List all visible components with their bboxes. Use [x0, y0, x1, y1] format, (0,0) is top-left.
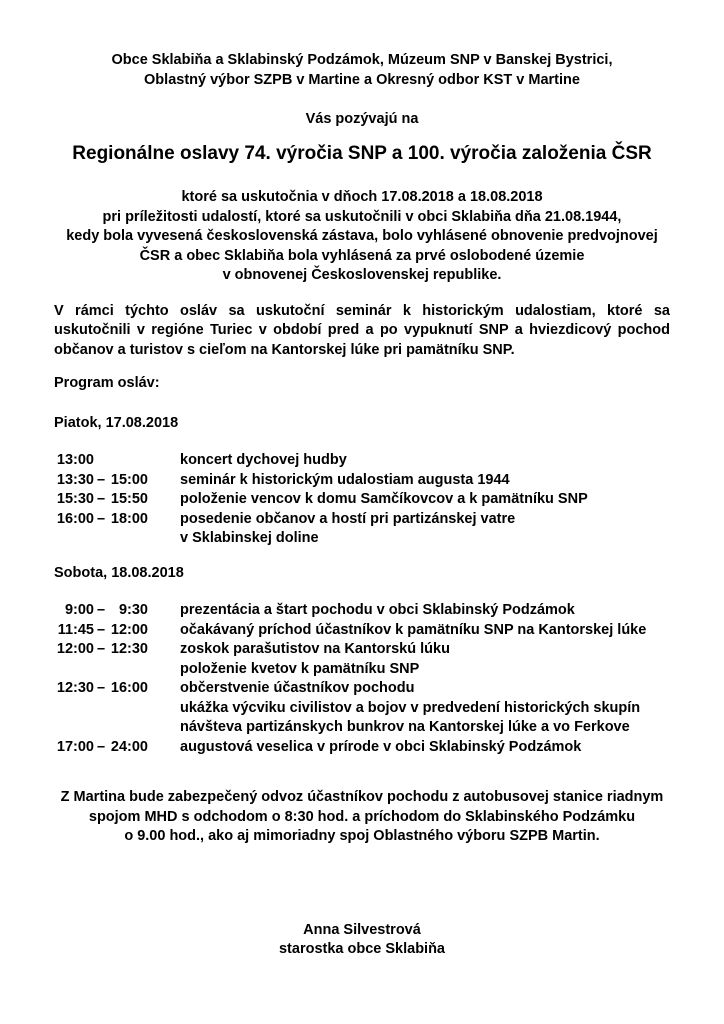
paragraph-line: spojom MHD s odchodom o 8:30 hod. a príchodom do Sklabinského Podzámku	[88, 808, 636, 825]
event-description: zoskok parašutistov na Kantorskú lúku	[180, 641, 450, 657]
time-range-separator: –	[96, 491, 106, 507]
time-range-separator	[94, 529, 108, 549]
friday-heading: Piatok, 17.08.2018	[54, 414, 179, 431]
time-range-separator: –	[96, 471, 106, 488]
schedule-row	[54, 660, 670, 680]
signature-block	[54, 921, 670, 960]
event-description: položenie kvetov k pamätníku SNP	[180, 660, 420, 677]
schedule-row	[54, 738, 670, 758]
paragraph-line: uskutočnili v regióne Turiec v období pred a po vypuknutí SNP a hviezdicový pochod	[54, 322, 670, 338]
schedule-row	[54, 699, 670, 719]
event-end-time: 16:00	[110, 680, 148, 696]
time-range-separator: –	[96, 602, 106, 618]
event-description: koncert dychovej hudby	[180, 452, 347, 468]
friday-schedule	[54, 451, 670, 549]
paragraph-line: ČSR a obec Sklabiňa bola vyhlásená za prvé oslobodené územie	[139, 247, 585, 264]
event-end-time	[108, 660, 148, 680]
event-start-time	[54, 699, 94, 719]
schedule-row	[54, 621, 670, 641]
event-description: občerstvenie účastníkov pochodu	[180, 680, 415, 696]
seminar-paragraph	[54, 302, 670, 361]
signature-name: Anna Silvestrová	[303, 921, 421, 938]
event-start-time: 12:00	[56, 641, 94, 657]
schedule-row	[54, 510, 670, 530]
event-start-time: 16:00	[56, 510, 94, 527]
time-range-separator	[94, 699, 108, 719]
page-title: Regionálne oslavy 74. výročia SNP a 100. výročia založenia ČSR	[72, 143, 652, 164]
schedule-row	[54, 640, 670, 660]
transport-paragraph	[54, 788, 670, 847]
event-end-time: 18:00	[110, 510, 148, 527]
program-heading: Program osláv:	[54, 375, 160, 391]
paragraph-line: kedy bola vyvesená československá zástava, bolo vyhlásené obnovenie predvojnovej	[66, 228, 658, 244]
event-start-time: 17:00	[56, 738, 94, 755]
event-start-time: 13:30	[56, 471, 94, 488]
event-start-time: 11:45	[57, 621, 94, 638]
event-start-time: 15:30	[56, 491, 94, 507]
event-description: ukážka výcviku civilistov a bojov v predvedení historických skupín	[180, 699, 641, 716]
time-range-separator	[94, 451, 108, 471]
event-start-time	[54, 718, 94, 738]
time-range-separator: –	[96, 621, 106, 638]
event-description: návšteva partizánskych bunkrov na Kantorskej lúke a vo Ferkove	[180, 719, 630, 735]
event-end-time: 24:00	[110, 738, 148, 755]
saturday-schedule	[54, 601, 670, 757]
schedule-row	[54, 718, 670, 738]
schedule-row	[54, 471, 670, 491]
time-range-separator: –	[96, 641, 106, 657]
event-end-time: 12:30	[110, 641, 148, 657]
event-start-time	[54, 529, 94, 549]
event-end-time: 12:00	[110, 621, 148, 638]
event-end-time	[108, 699, 148, 719]
paragraph-line: občanov a turistov s cieľom na Kantorskej lúke pri pamätníku SNP.	[54, 341, 515, 358]
organizer-line: Oblastný výbor SZPB v Martine a Okresný odbor KST v Martine	[144, 71, 580, 88]
event-end-time: 9:30	[118, 602, 148, 618]
time-range-separator: –	[96, 680, 106, 696]
saturday-heading: Sobota, 18.08.2018	[54, 564, 184, 581]
time-range-separator	[94, 660, 108, 680]
paragraph-line: v obnovenej Československej republike.	[222, 267, 502, 283]
event-end-time: 15:50	[110, 491, 148, 507]
paragraph-line: pri príležitosti udalostí, ktoré sa uskutočnili v obci Sklabiňa dňa 21.08.1944,	[102, 208, 622, 225]
organizer-line: Obce Sklabiňa a Sklabinský Podzámok, Múzeum SNP v Banskej Bystrici,	[111, 52, 613, 68]
event-start-time: 9:00	[64, 602, 94, 618]
event-start-time: 12:30	[56, 680, 94, 696]
intro-paragraph	[54, 188, 670, 286]
event-end-time	[108, 529, 148, 549]
event-description: seminár k historickým udalostiam augusta 1944	[180, 471, 510, 488]
paragraph-line: Z Martina bude zabezpečený odvoz účastníkov pochodu z autobusovej stanice riadnym	[60, 789, 664, 805]
event-end-time	[108, 451, 148, 471]
event-end-time: 15:00	[110, 471, 148, 488]
paragraph-line: ktoré sa uskutočnia v dňoch 17.08.2018 a 18.08.2018	[181, 189, 543, 205]
event-description: očakávaný príchod účastníkov k pamätníku SNP na Kantorskej lúke	[180, 621, 647, 638]
event-description: posedenie občanov a hostí pri partizánskej vatre	[180, 510, 516, 527]
paragraph-line: o 9.00 hod., ako aj mimoriadny spoj Oblastného výboru SZPB Martin.	[124, 828, 600, 844]
event-end-time	[108, 718, 148, 738]
time-range-separator: –	[96, 738, 106, 755]
invitation-line: Vás pozývajú na	[305, 110, 419, 127]
schedule-row	[54, 490, 670, 510]
event-description: v Sklabinskej doline	[180, 530, 319, 546]
event-description: augustová veselica v prírode v obci Sklabinský Podzámok	[180, 738, 582, 755]
schedule-row	[54, 601, 670, 621]
time-range-separator	[94, 718, 108, 738]
time-range-separator: –	[96, 510, 106, 527]
schedule-row	[54, 679, 670, 699]
schedule-row	[54, 451, 670, 471]
signature-role: starostka obce Sklabiňa	[278, 941, 445, 957]
event-description: prezentácia a štart pochodu v obci Sklabinský Podzámok	[180, 602, 575, 618]
event-description: položenie vencov k domu Samčíkovcov a k pamätníku SNP	[180, 491, 588, 507]
schedule-row	[54, 529, 670, 549]
paragraph-line: V rámci týchto osláv sa uskutoční seminár k historickým udalostiam, ktoré sa	[54, 302, 670, 319]
event-start-time	[54, 660, 94, 680]
event-start-time: 13:00	[56, 452, 94, 468]
organizers-block	[54, 51, 670, 90]
